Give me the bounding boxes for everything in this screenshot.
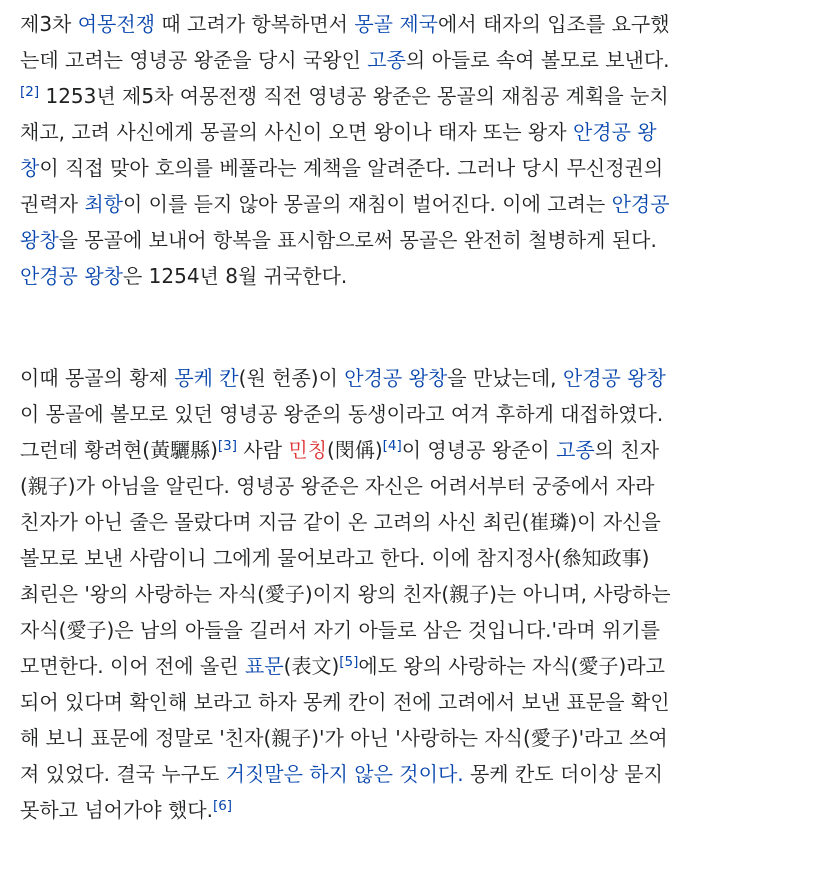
- text-line: [20, 150, 663, 186]
- text: 에서 태자의 입조를 요구했: [437, 12, 670, 36]
- link-angyeonggong-wangchang-cont[interactable]: 창: [20, 156, 40, 180]
- text-line: [20, 720, 668, 756]
- link-gojong[interactable]: 고종: [367, 48, 406, 72]
- link-pyomun[interactable]: 표문: [245, 654, 284, 678]
- text-line: [20, 78, 669, 114]
- text: 에도 왕의 사랑하는 자식(愛子)라고: [358, 654, 665, 678]
- text: 을 만났는데,: [447, 366, 563, 390]
- text: 자식(愛子)은 남의 아들을 길러서 자기 아들로 삼은 것입니다.'라며 위기를: [20, 618, 660, 642]
- link-angyeonggong-wangchang[interactable]: 안경공 왕창: [562, 366, 666, 390]
- text: 을 몽골에 보내어 항복을 표시함으로써 몽골은 완전히 철병하게 된다.: [58, 228, 657, 252]
- text-line: [20, 360, 666, 396]
- reference-3[interactable]: [3]: [217, 438, 238, 454]
- text: 모면한다. 이어 전에 올린: [20, 654, 245, 678]
- text: 이 직접 맞아 호의를 베풀라는 계책을 알려준다. 그러나 당시 무신정권의: [39, 156, 664, 180]
- text-line: [20, 576, 671, 612]
- text: 몽케 칸도 더이상 묻지: [463, 762, 663, 786]
- reference-5[interactable]: [5]: [339, 654, 359, 670]
- link-wangchang[interactable]: 왕창: [20, 228, 59, 252]
- text: 되어 있다며 확인해 보라고 하자 몽케 칸이 전에 고려에서 보낸 표문을 확인: [20, 690, 670, 714]
- text-line: [20, 396, 663, 432]
- text-line: [20, 540, 649, 576]
- text: 의 친자: [594, 438, 660, 462]
- text: 이 영녕공 왕준이: [401, 438, 557, 462]
- text: 이 몽골에 볼모로 있던 영녕공 왕준의 동생이라고 여겨 후하게 대접하였다.: [20, 402, 664, 426]
- reference-2[interactable]: [2]: [20, 84, 40, 100]
- redlink-minching[interactable]: 민칭: [288, 438, 328, 462]
- reference-6[interactable]: [6]: [212, 798, 233, 814]
- text-line: [20, 468, 654, 504]
- text-line: [20, 432, 659, 468]
- text: 그런데 황려현(黃驪縣): [20, 438, 218, 462]
- link-mongke-khan[interactable]: 몽케 칸: [174, 366, 239, 390]
- text: 볼모로 보낸 사람이니 그에게 물어보라고 한다. 이에 참지정사(叅知政事): [20, 546, 650, 570]
- link-angyeonggong[interactable]: 안경공: [611, 192, 670, 216]
- text: (閔偁): [327, 438, 383, 462]
- text: 은 1254년 8월 귀국한다.: [122, 264, 348, 288]
- text-line: [20, 756, 663, 792]
- text: (원 헌종)이: [238, 366, 345, 390]
- text: 최린은 '왕의 사랑하는 자식(愛子)이지 왕의 친자(親子)는 아니며, 사랑하는: [20, 582, 671, 606]
- text: 사람: [237, 438, 289, 462]
- text: (親子)가 아님을 알린다. 영녕공 왕준은 자신은 어려서부터 궁중에서 자라: [20, 474, 655, 498]
- text-line: [20, 684, 670, 720]
- text-line: [20, 612, 660, 648]
- text: (表文): [283, 654, 340, 678]
- link-gojong[interactable]: 고종: [556, 438, 595, 462]
- link-choehang[interactable]: 최항: [84, 192, 123, 216]
- link-lie[interactable]: 거짓말은 하지 않은 것이다.: [225, 762, 464, 786]
- text-line: [20, 42, 670, 78]
- text: 이 이를 듣지 않아 몽골의 재침이 벌어진다. 이에 고려는: [122, 192, 612, 216]
- text-line: [20, 222, 657, 258]
- text-line: [20, 6, 670, 42]
- text: 채고, 고려 사신에게 몽골의 사신이 오면 왕이나 태자 또는 왕자: [20, 120, 573, 144]
- text-line: [20, 648, 665, 684]
- text: 권력자: [20, 192, 85, 216]
- text: 의 아들로 속여 볼모로 보낸다.: [405, 48, 670, 72]
- text: 친자가 아닌 줄은 몰랐다며 지금 같이 온 고려의 사신 최린(崔璘)이 자신을: [20, 510, 661, 534]
- link-angyeonggong-wangchang[interactable]: 안경공 왕창: [20, 264, 123, 288]
- text: 못하고 넘어가야 했다.: [20, 798, 213, 822]
- link-yeomong-war[interactable]: 여몽전쟁: [77, 12, 156, 36]
- text-line: [20, 792, 232, 828]
- text-line: [20, 114, 657, 150]
- text: 이때 몽골의 황제: [20, 366, 175, 390]
- text-line: [20, 186, 670, 222]
- link-mongol-empire[interactable]: 몽골 제국: [354, 12, 438, 36]
- text-line: [20, 504, 661, 540]
- link-angyeonggong-wangchang[interactable]: 안경공 왕: [572, 120, 657, 144]
- text: 때 고려가 항복하면서: [155, 12, 355, 36]
- reference-4[interactable]: [4]: [382, 438, 402, 454]
- text: 해 보니 표문에 정말로 '친자(親子)'가 아닌 '사랑하는 자식(愛子)'라고 쓰여: [20, 726, 668, 750]
- text: 제3차: [20, 12, 78, 36]
- text: 는데 고려는 영녕공 왕준을 당시 국왕인: [20, 48, 368, 72]
- link-angyeonggong-wangchang[interactable]: 안경공 왕창: [344, 366, 448, 390]
- text: 져 있었다. 결국 누구도: [20, 762, 226, 786]
- text: 1253년 제5차 여몽전쟁 직전 영녕공 왕준은 몽골의 재침공 계획을 눈치: [39, 84, 669, 108]
- text-line: [20, 258, 347, 294]
